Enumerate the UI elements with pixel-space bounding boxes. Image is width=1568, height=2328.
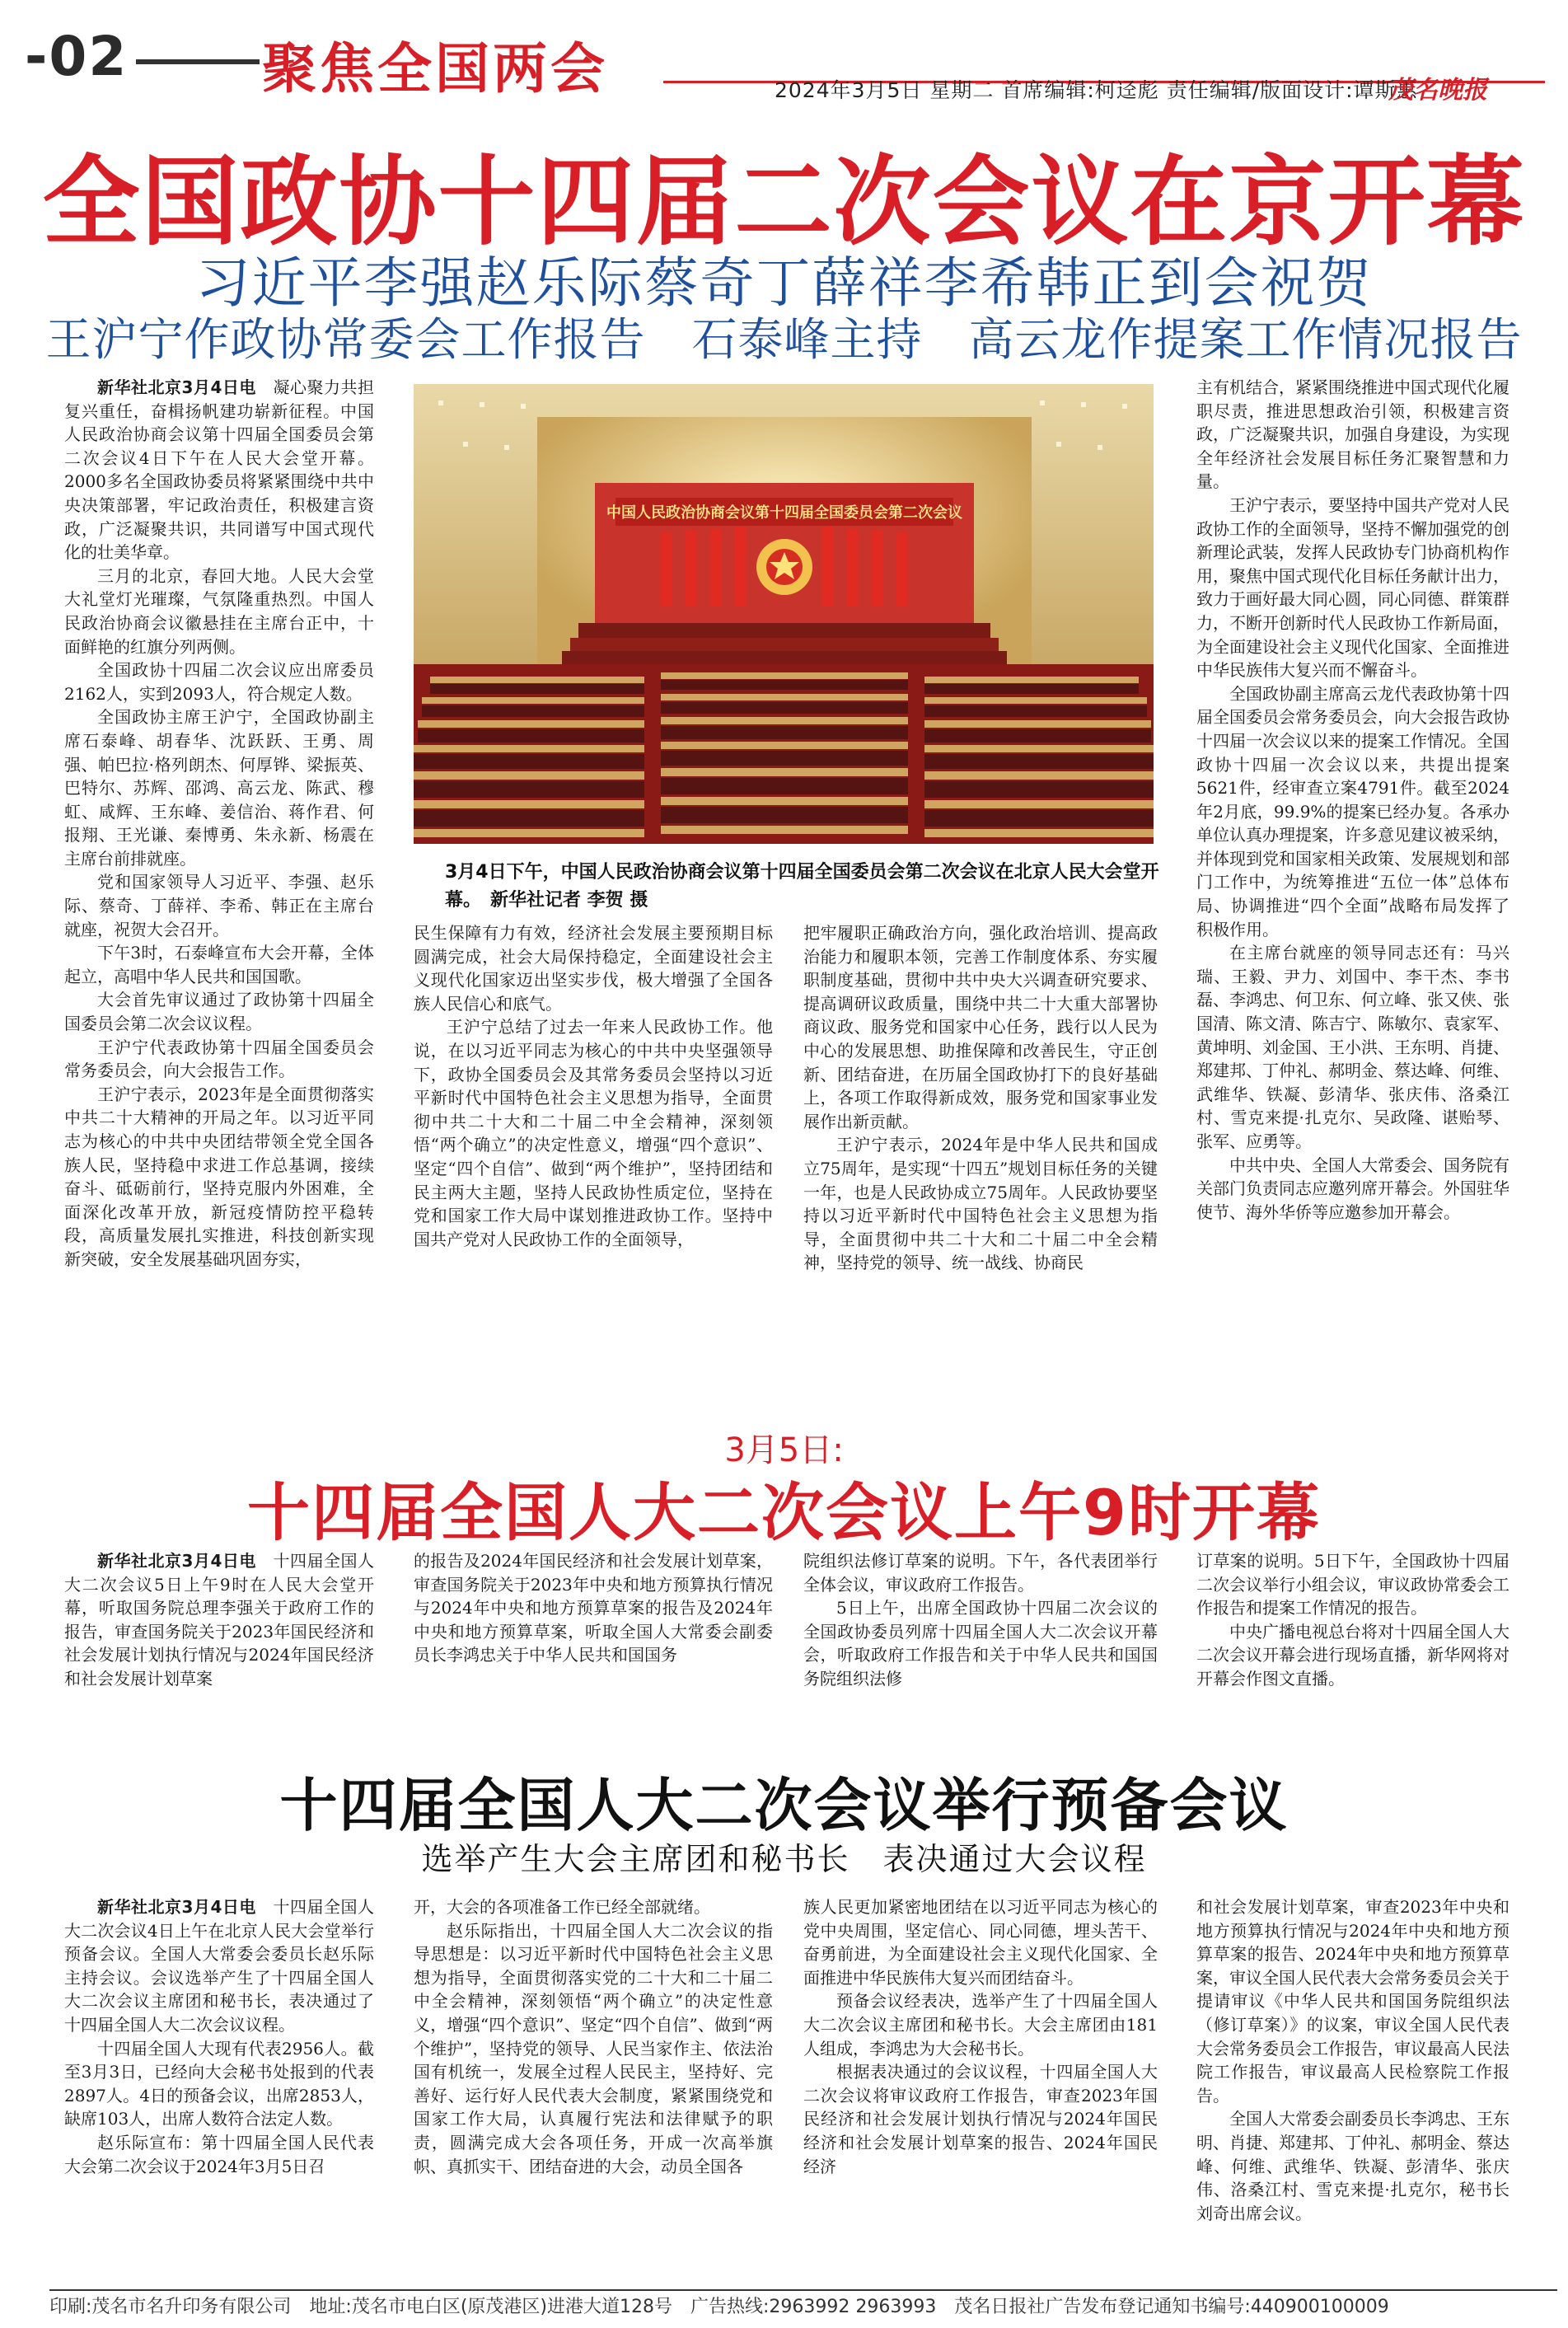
photo-banner-text: 中国人民政治协商会议第十四届全国委员会第二次会议 bbox=[606, 504, 962, 522]
article1-column-1 bbox=[64, 376, 374, 1352]
paragraph: 中共中央、全国人大常委会、国务院有关部门负责同志应邀列席开幕会。外国驻华使节、海外华侨等应邀参加开幕会。 bbox=[1196, 1155, 1509, 1222]
paragraph: 王沪宁表示，2024年是中华人民共和国成立75周年，是实现“十四五”规划目标任务的关键一年，也是人民政协成立75周年。人民政协要坚持以习近平新时代中国特色社会主义思想为指导，全面贯彻中共二十大和二十届二中全会精神，坚持党的领导、统一战线、协商民 bbox=[803, 1135, 1158, 1273]
paragraph: 三月的北京，春回大地。人民大会堂大礼堂灯光璀璨，气氛隆重热烈。中国人民政治协商会议徽悬挂在主席台正中，十面鲜艳的红旗分列两侧。 bbox=[64, 565, 374, 657]
paragraph: 王沪宁总结了过去一年来人民政协工作。他说，在以习近平同志为核心的中共中央坚强领导下，政协全国委员会及其常务委员会坚持以习近平新时代中国特色社会主义思想为指导，全面贯彻中共二十大和二十届二中全会精神，深刻领悟“两个确立”的决定性意义，增强“四个意识”、坚定“四个自信”、做到“两个维护”，坚持团结和民主两大主题，坚持人民政协性质定位，坚持在党和国家工作大局中谋划推进政协工作。坚持中国共产党对人民政协工作的全面领导， bbox=[414, 1017, 773, 1249]
article2-column-1 bbox=[64, 1549, 374, 1714]
paragraph: 赵乐际指出，十四届全国人大二次会议的指导思想是：以习近平新时代中国特色社会主义思想为指导，全面贯彻落实党的二十大和二十届二中全会精神，深刻领悟“两个确立”的决定性意义，增强“四个意识”、坚定“四个自信”、做到“两个维护”，坚持党的领导、人民当家作主、依法治国有机统一，发展全过程人民民主，坚持好、完善好、运行好人民代表大会制度，紧紧围绕党和国家工作大局，认真履行宪法和法律赋予的职责，圆满完成大会各项任务，开成一次高举旗帜、真抓实干、团结奋进的大会，动员全国各 bbox=[414, 1920, 773, 2176]
paragraph: 凝心聚力共担复兴重任，奋楫扬帆建功崭新征程。中国人民政治协商会议第十四届全国委员会第二次会议4日下午在人民大会堂开幕。2000多名全国政协委员将紧紧围绕中共中央决策部署，牢记政治责任，积极建言资政，广泛凝聚共识，共同谱写中国式现代化的壮美华章。 bbox=[64, 377, 374, 563]
article2-column-4 bbox=[1196, 1549, 1509, 1714]
article1-subhead-2: 王沪宁作政协常委会工作报告 石泰峰主持 高云龙作提案工作情况报告 bbox=[45, 313, 1523, 366]
dateline-lead: 新华社北京3月4日电 bbox=[97, 1551, 256, 1571]
header-rule bbox=[136, 59, 260, 64]
paragraph: 全国政协十四届二次会议应出席委员2162人，实到2093人，符合规定人数。 bbox=[64, 660, 374, 704]
article2-column-3 bbox=[803, 1549, 1158, 1714]
footer-rule bbox=[49, 2289, 1557, 2291]
paragraph: 大会首先审议通过了政协第十四届全国委员会第二次会议议程。 bbox=[64, 990, 374, 1034]
paragraph: 根据表决通过的会议议程，十四届全国人大二次会议将审议政府工作报告，审查2023年国民经济和社会发展计划执行情况与2024年国民经济和社会发展计划草案的报告、2024年国民经济 bbox=[803, 2062, 1158, 2176]
section-title: 聚焦全国两会 bbox=[262, 37, 608, 101]
dateline-lead: 新华社北京3月4日电 bbox=[97, 1897, 256, 1917]
paragraph: 王沪宁表示，要坚持中国共产党对人民政协工作的全面领导，坚持不懈加强党的创新理论武装，发挥人民政协专门协商机构作用，聚焦中国式现代化目标任务献计出力，致力于画好最大同心圆，同心同德、群策群力，不断开创新时代人民政协工作新局面，为全面建设社会主义现代化国家、全面推进中华民族伟大复兴而不懈奋斗。 bbox=[1196, 494, 1509, 681]
paragraph: 和社会发展计划草案，审查2023年中央和地方预算执行情况与2024年中央和地方预算草案的报告、2024年中央和地方预算草案，审议全国人民代表大会常务委员会关于提请审议《中华人民共和国国务院组织法（修订草案）》的议案，审议全国人民代表大会常务委员会工作报告，审议最高人民法院工作报告，审议最高人民检察院工作报告。 bbox=[1196, 1897, 1509, 2106]
paragraph: 5日上午，出席全国政协十四届二次会议的全国政协委员列席十四届全国人大二次会议开幕会，听取政府工作报告和关于中华人民共和国国务院组织法修 bbox=[803, 1598, 1158, 1689]
dateline-lead: 新华社北京3月4日电 bbox=[97, 377, 256, 397]
article3-column-3 bbox=[803, 1895, 1158, 2283]
article1-column-3 bbox=[803, 921, 1158, 1354]
article3-column-1 bbox=[64, 1895, 374, 2283]
paragraph: 院组织法修订草案的说明。下午，各代表团举行全体会议，审议政府工作报告。 bbox=[803, 1551, 1158, 1595]
paragraph: 族人民更加紧密地团结在以习近平同志为核心的党中央周围，坚定信心、同心同德，埋头苦干、奋勇前进，为全面建设社会主义现代化国家、全面推进中华民族伟大复兴而团结奋斗。 bbox=[803, 1897, 1158, 1988]
article3-headline: 十四届全国人大二次会议举行预备会议 bbox=[279, 1772, 1289, 1839]
paragraph: 全国人大常委会副委员长李鸿忠、王东明、肖捷、郑建邦、丁仲礼、郝明金、蔡达峰、何维、武维华、铁凝、彭清华、张庆伟、洛桑江村、雪克来提·扎克尔，秘书长刘奇出席会议。 bbox=[1196, 2109, 1509, 2223]
article1-column-2 bbox=[414, 921, 773, 1354]
article2-headline: 十四届全国人大二次会议上午9时开幕 bbox=[247, 1476, 1321, 1549]
article3-column-2 bbox=[414, 1895, 773, 2283]
article2-column-2 bbox=[414, 1549, 773, 1714]
page-number: -02 bbox=[25, 25, 129, 88]
news-photo bbox=[414, 384, 1154, 844]
footer-imprint: 印刷:茂名市名升印务有限公司 地址:茂名市电白区(原茂港区)进港大道128号 广告热线:2963992 2963993 茂名日报社广告发布登记通知书编号:440900100009 bbox=[49, 2297, 1389, 2317]
paragraph: 开，大会的各项准备工作已经全部就绪。 bbox=[414, 1897, 710, 1917]
paragraph: 十四届全国人大现有代表2956人。截至3月3日，已经向大会秘书处报到的代表2897人。4日的预备会议，出席2853人，缺席103人，出席人数符合法定人数。 bbox=[64, 2038, 374, 2129]
paragraph: 主有机结合，紧紧围绕推进中国式现代化履职尽责，推进思想政治引领，积极建言资政，广泛凝聚共识，加强自身建设，为实现全年经济社会发展目标任务汇聚智慧和力量。 bbox=[1196, 377, 1509, 492]
paragraph: 中央广播电视总台将对十四届全国人大二次会议开幕会进行现场直播，新华网将对开幕会作图文直播。 bbox=[1196, 1621, 1509, 1689]
paragraph: 在主席台就座的领导同志还有：马兴瑞、王毅、尹力、刘国中、李干杰、李书磊、李鸿忠、何卫东、何立峰、张又侠、张国清、陈文清、陈吉宁、陈敏尔、袁家军、黄坤明、刘金国、王小洪、王东明、肖捷、郑建邦、丁仲礼、郝明金、蔡达峰、何维、武维华、铁凝、彭清华、张庆伟、洛桑江村、雪克来提·扎克尔、吴政隆、谌贻琴、张军、应勇等。 bbox=[1196, 943, 1509, 1151]
article1-subhead-1: 习近平李强赵乐际蔡奇丁薛祥李希韩正到会祝贺 bbox=[195, 251, 1373, 315]
article3-column-4 bbox=[1196, 1895, 1509, 2283]
paragraph: 全国政协主席王沪宁，全国政协副主席石泰峰、胡春华、沈跃跃、王勇、周强、帕巴拉·格列朗杰、何厚铧、梁振英、巴特尔、苏辉、邵鸿、高云龙、陈武、穆虹、咸辉、王东峰、姜信治、蒋作君、何报翔、王光谦、秦博勇、朱永新、杨震在主席台前排就座。 bbox=[64, 707, 374, 869]
newspaper-logo: 茂名晚报 bbox=[1388, 76, 1487, 105]
paragraph: 下午3时，石泰峰宣布大会开幕，全体起立，高唱中华人民共和国国歌。 bbox=[64, 943, 374, 986]
paragraph: 十四届全国人大二次会议4日上午在北京人民大会堂举行预备会议。全国人大常委会委员长赵乐际主持会议。会议选举产生了十四届全国人大二次会议主席团和秘书长，表决通过了十四届全国人大二次会议议程。 bbox=[64, 1897, 374, 2035]
paragraph: 赵乐际宣布：第十四届全国人民代表大会第二次会议于2024年3月5日召 bbox=[64, 2132, 374, 2176]
paragraph: 王沪宁代表政协第十四届全国委员会常务委员会，向大会报告工作。 bbox=[64, 1037, 374, 1081]
photo-caption: 3月4日下午，中国人民政治协商会议第十四届全国委员会第二次会议在北京人民大会堂开幕。 新华社记者 李贺 摄 bbox=[445, 862, 1159, 911]
paragraph: 民生保障有力有效，经济社会发展主要预期目标圆满完成，社会大局保持稳定，全面建设社会主义现代化国家迈出坚实步伐，极大增强了全国各族人民信心和底气。 bbox=[414, 923, 773, 1014]
paragraph: 王沪宁表示，2023年是全面贯彻落实中共二十大精神的开局之年。以习近平同志为核心的中共中央团结带领全党全国各族人民，坚持稳中求进工作总基调，接续奋斗、砥砺前行，坚持克服内外困难，全面深化改革开放，新冠疫情防控平稳转段，高质量发展扎实推进，科技创新实现新突破，安全发展基础巩固夯实， bbox=[64, 1084, 374, 1269]
article3-subhead: 选举产生大会主席团和秘书长 表决通过大会议程 bbox=[421, 1841, 1147, 1877]
paragraph: 全国政协副主席高云龙代表政协第十四届全国委员会常务委员会，向大会报告政协十四届一次会议以来的提案工作情况。全国政协十四届一次会议以来，共提出提案5621件，经审查立案4791件。截至2024年2月底，99.9%的提案已经办复。各承办单位认真办理提案，许多意见建议被采纳，并体现到党和国家相关政策、发展规划和部门工作中，为统筹推进“五位一体”总体布局、协调推进“四个全面”战略布局发挥了积极作用。 bbox=[1196, 683, 1509, 939]
paragraph: 十四届全国人大二次会议5日上午9时在人民大会堂开幕，听取国务院总理李强关于政府工作的报告，审查国务院关于2023年国民经济和社会发展计划执行情况与2024年国民经济和社会发展计划草案 bbox=[64, 1551, 374, 1689]
article1-headline: 全国政协十四届二次会议在京开幕 bbox=[42, 145, 1526, 259]
paragraph: 预备会议经表决，选举产生了十四届全国人大二次会议主席团和秘书长。大会主席团由181人组成，李鸿忠为大会秘书长。 bbox=[803, 1991, 1158, 2059]
paragraph: 把牢履职正确政治方向，强化政治培训、提高政治能力和履职本领，完善工作制度体系、夯实履职制度基础，贯彻中共中央大兴调查研究要求、提高调研议政质量，围绕中共二十大重大部署协商议政、服务党和国家中心任务，践行以人民为中心的发展思想、助推保障和改善民生，守正创新、团结奋进，在历届全国政协打下的良好基础上，各项工作取得新成效，服务党和国家事业发展作出新贡献。 bbox=[803, 923, 1158, 1131]
paragraph: 党和国家领导人习近平、李强、赵乐际、蔡奇、丁薛祥、李希、韩正在主席台就座，祝贺大会召开。 bbox=[64, 872, 374, 939]
paragraph: 的报告及2024年国民经济和社会发展计划草案，审查国务院关于2023年中央和地方预算执行情况与2024年中央和地方预算草案的报告及2024年中央和地方预算草案，听取全国人大常委会副委员长李鸿忠关于中华人民共和国国务 bbox=[414, 1551, 773, 1665]
dateline: 2024年3月5日 星期二 首席编辑:柯迳彪 责任编辑/版面设计:谭斯惠 bbox=[775, 78, 1418, 102]
paragraph: 订草案的说明。5日下午，全国政协十四届二次会议举行小组会议，审议政协常委会工作报告和提案工作情况的报告。 bbox=[1196, 1551, 1509, 1618]
article1-column-4 bbox=[1196, 376, 1509, 1352]
article2-date-label: 3月5日: bbox=[724, 1431, 844, 1469]
